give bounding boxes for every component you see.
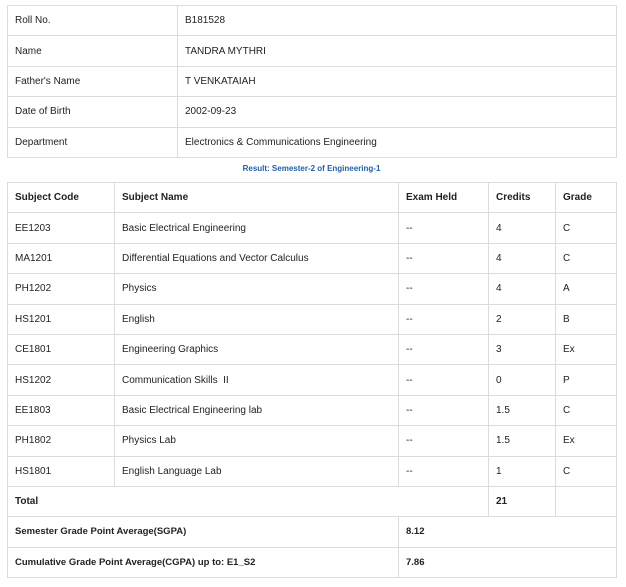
grade: C <box>556 213 617 243</box>
subject-code: HS1201 <box>8 304 115 334</box>
grade: B <box>556 304 617 334</box>
roll-no-label: Roll No. <box>8 6 178 36</box>
subject-code: CE1801 <box>8 334 115 364</box>
table-row <box>8 456 617 486</box>
credits: 0 <box>489 365 556 395</box>
table-row <box>8 304 617 334</box>
table-row <box>8 426 617 456</box>
total-row <box>8 486 617 516</box>
total-label: Total <box>8 486 489 516</box>
exam-held: -- <box>399 334 489 364</box>
credits: 2 <box>489 304 556 334</box>
result-title: Result: Semester-2 of Engineering-1 <box>242 164 381 173</box>
credits: 4 <box>489 274 556 304</box>
department-label: Department <box>8 127 178 157</box>
table-row <box>8 243 617 273</box>
marks-table <box>7 182 617 578</box>
info-row-dob <box>8 97 617 127</box>
subject-code: PH1202 <box>8 274 115 304</box>
roll-no-value: B181528 <box>178 6 617 36</box>
subject-name: Engineering Graphics <box>115 334 399 364</box>
subject-code: EE1203 <box>8 213 115 243</box>
exam-held: -- <box>399 304 489 334</box>
header-subject-name: Subject Name <box>115 183 399 213</box>
subject-name: Physics Lab <box>115 426 399 456</box>
department-value: Electronics & Communications Engineering <box>178 127 617 157</box>
exam-held: -- <box>399 243 489 273</box>
subject-name: English <box>115 304 399 334</box>
info-row-roll-no <box>8 6 617 36</box>
header-exam-held: Exam Held <box>399 183 489 213</box>
subject-code: HS1202 <box>8 365 115 395</box>
total-grade-empty <box>556 486 617 516</box>
sgpa-row <box>8 517 617 547</box>
cgpa-row <box>8 547 617 577</box>
exam-held: -- <box>399 395 489 425</box>
sgpa-label: Semester Grade Point Average(SGPA) <box>8 517 399 547</box>
exam-held: -- <box>399 274 489 304</box>
exam-held: -- <box>399 213 489 243</box>
credits: 1.5 <box>489 395 556 425</box>
cgpa-value: 7.86 <box>399 547 617 577</box>
student-info-table <box>7 5 617 158</box>
father-name-value: T VENKATAIAH <box>178 66 617 96</box>
exam-held: -- <box>399 426 489 456</box>
father-name-label: Father's Name <box>8 66 178 96</box>
subject-code: MA1201 <box>8 243 115 273</box>
table-row <box>8 395 617 425</box>
dob-value: 2002-09-23 <box>178 97 617 127</box>
grade: Ex <box>556 426 617 456</box>
grade: C <box>556 395 617 425</box>
subject-name: English Language Lab <box>115 456 399 486</box>
subject-code: PH1802 <box>8 426 115 456</box>
grade: C <box>556 243 617 273</box>
total-credits: 21 <box>489 486 556 516</box>
header-grade: Grade <box>556 183 617 213</box>
credits: 3 <box>489 334 556 364</box>
name-value: TANDRA MYTHRI <box>178 36 617 66</box>
name-label: Name <box>8 36 178 66</box>
header-subject-code: Subject Code <box>8 183 115 213</box>
info-row-father <box>8 66 617 96</box>
header-credits: Credits <box>489 183 556 213</box>
subject-name: Differential Equations and Vector Calculus <box>115 243 399 273</box>
table-row <box>8 274 617 304</box>
subject-name: Basic Electrical Engineering lab <box>115 395 399 425</box>
grade: A <box>556 274 617 304</box>
info-row-department <box>8 127 617 157</box>
dob-label: Date of Birth <box>8 97 178 127</box>
credits: 4 <box>489 243 556 273</box>
cgpa-label: Cumulative Grade Point Average(CGPA) up to: E1_S2 <box>8 547 399 577</box>
credits: 1 <box>489 456 556 486</box>
credits: 1.5 <box>489 426 556 456</box>
sgpa-value: 8.12 <box>399 517 617 547</box>
grade: Ex <box>556 334 617 364</box>
exam-held: -- <box>399 456 489 486</box>
grade: P <box>556 365 617 395</box>
table-row <box>8 213 617 243</box>
subject-name: Basic Electrical Engineering <box>115 213 399 243</box>
exam-held: -- <box>399 365 489 395</box>
marks-header-row <box>8 183 617 213</box>
table-row <box>8 365 617 395</box>
credits: 4 <box>489 213 556 243</box>
subject-code: EE1803 <box>8 395 115 425</box>
subject-name: Physics <box>115 274 399 304</box>
table-row <box>8 334 617 364</box>
subject-name: Communication Skills II <box>115 365 399 395</box>
info-row-name <box>8 36 617 66</box>
subject-code: HS1801 <box>8 456 115 486</box>
grade: C <box>556 456 617 486</box>
